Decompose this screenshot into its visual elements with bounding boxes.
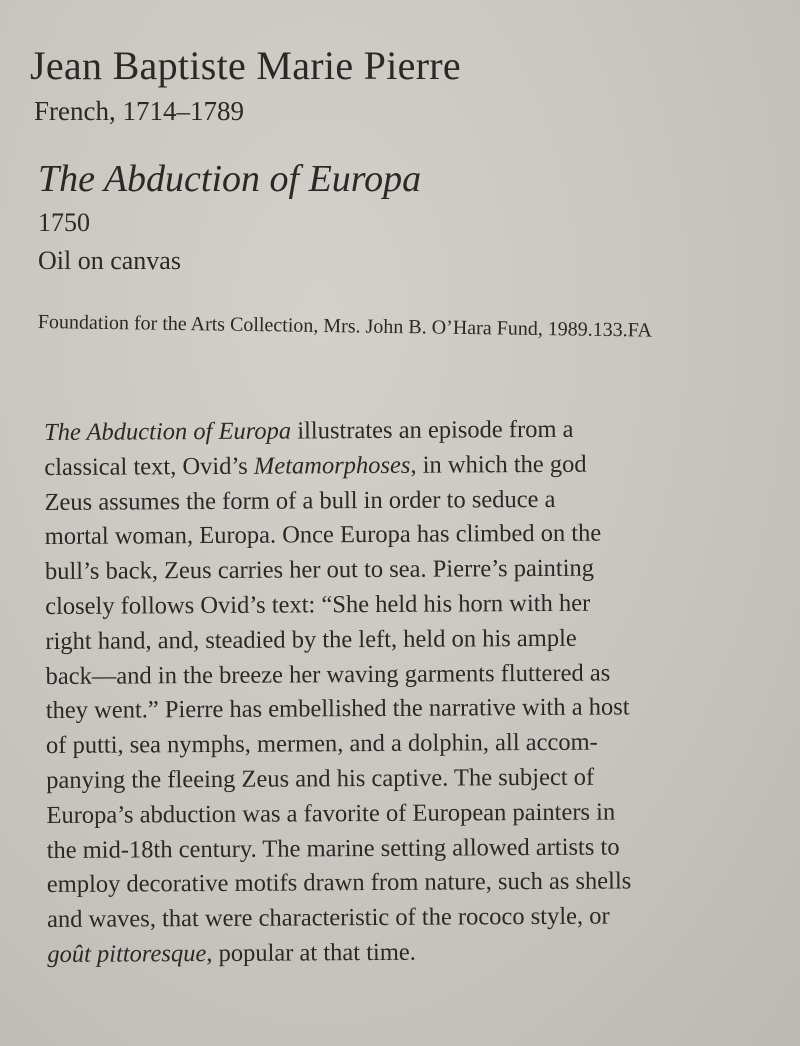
description-line (47, 934, 767, 973)
artist-name: Jean Baptiste Marie Pierre (30, 43, 461, 88)
description-text: , popular at that time. (206, 938, 416, 967)
description-text: illustrates an episode from a (291, 415, 574, 445)
description-text: panying the fleeing Zeus and his captive. The subject of (46, 763, 595, 794)
description-line (45, 620, 765, 659)
description-text: employ decorative motifs drawn from nature, such as shells (46, 867, 632, 899)
artwork-year: 1750 (38, 208, 90, 237)
description-line (45, 655, 765, 694)
description-line (44, 446, 764, 485)
description-line (45, 516, 765, 555)
description-text: mortal woman, Europa. Once Europa has climbed on the (44, 519, 602, 551)
description-line (46, 760, 766, 799)
credit-line: Foundation for the Arts Collection, Mrs. John B. O’Hara Fund, 1989.133.FA (37, 311, 653, 342)
description-text: bull’s back, Zeus carries her out to sea. Pierre’s painting (44, 554, 595, 586)
description-italic-text: goût pittoresque (47, 939, 207, 968)
description-italic-text: Metamorphoses (253, 451, 411, 480)
description-italic-text: The Abduction of Europa (44, 417, 292, 446)
description-text: the mid-18th century. The marine setting allowed artists to (46, 833, 620, 864)
description-text: , in which the god (410, 450, 587, 479)
description-text: back—and in the breeze her waving garments fluttered as (45, 659, 611, 690)
description-line (45, 551, 765, 590)
description-paragraph (44, 412, 767, 973)
description-text: classical text, Ovid’s (44, 452, 254, 481)
description-line (45, 586, 765, 625)
description-line (47, 899, 767, 938)
description-text: of putti, sea nymphs, mermen, and a dolphin, all accom- (45, 728, 598, 760)
description-line (47, 829, 767, 868)
description-line (46, 725, 766, 764)
description-line (46, 794, 766, 833)
description-line (44, 412, 764, 451)
description-line (44, 481, 764, 520)
artwork-medium: Oil on canvas (38, 246, 181, 275)
description-text: right hand, and, steadied by the left, held on his ample (45, 624, 577, 655)
artist-nationality-dates: French, 1714–1789 (34, 96, 244, 126)
description-text: Zeus assumes the form of a bull in order to seduce a (44, 485, 556, 516)
description-text: Europa’s abduction was a favorite of European painters in (46, 798, 616, 829)
description-text: and waves, that were characteristic of the rococo style, or (46, 902, 610, 934)
description-line (47, 864, 767, 903)
description-line (46, 690, 766, 729)
description-text: closely follows Ovid’s text: “She held his horn with her (45, 589, 591, 620)
artwork-title: The Abduction of Europa (38, 158, 422, 200)
description-text: they went.” Pierre has embellished the narrative with a host (45, 693, 630, 725)
